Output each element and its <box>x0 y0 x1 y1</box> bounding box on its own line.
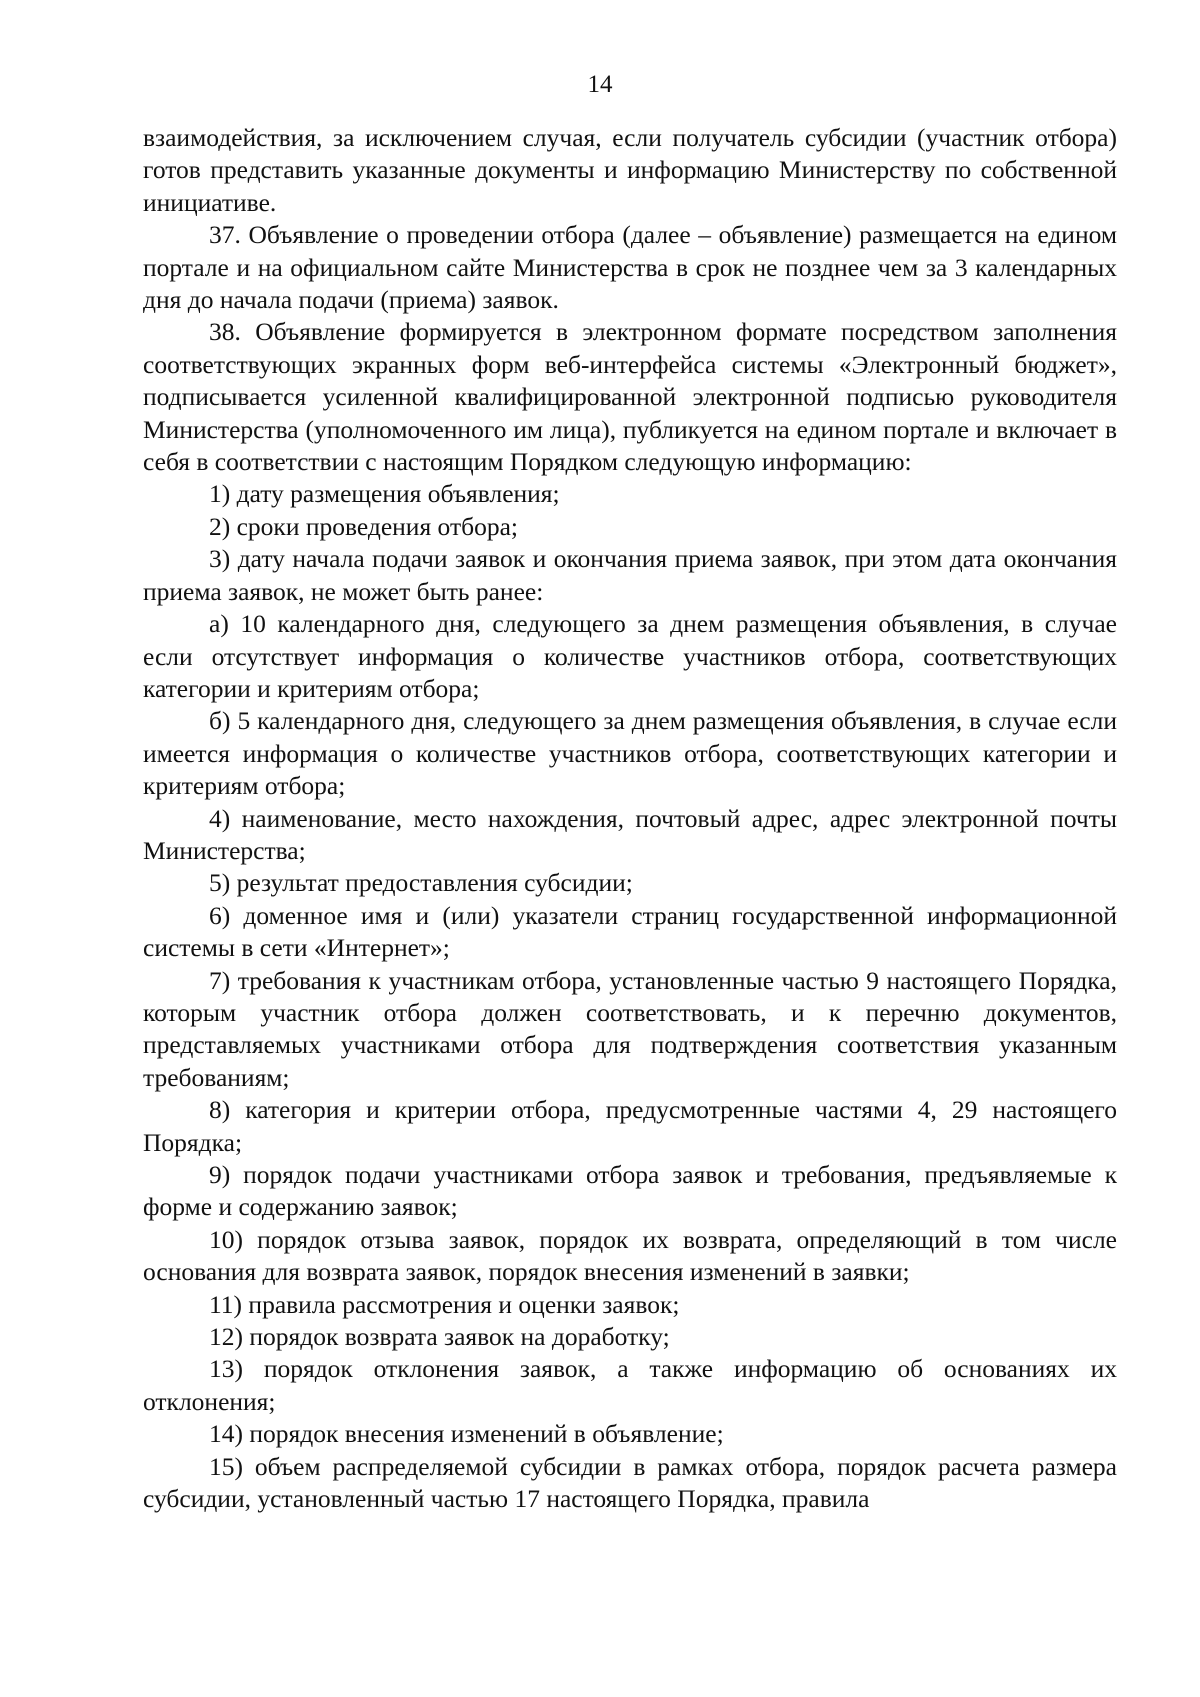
list-item-11: 11) правила рассмотрения и оценки заявок; <box>209 1289 680 1319</box>
list-item-12: 12) порядок возврата заявок на доработку; <box>209 1322 670 1352</box>
list-item-5: 5) результат предоставления субсидии; <box>209 868 633 898</box>
paragraph-continuation: взаимодействия, за исключением случая, если получатель субсидии (участник отбора) готов представить указанные документы и информацию Министерству по собственной инициативе. <box>143 123 1117 217</box>
list-item-2: 2) сроки проведения отбора; <box>209 511 518 541</box>
list-item-3b: б) 5 календарного дня, следующего за днем размещения объявления, в случае если имеется информация о количестве участников отбора, соответствующих категории и критериям отбора; <box>143 706 1117 801</box>
list-item-1: 1) дату размещения объявления; <box>209 479 560 509</box>
list-item-4: 4) наименование, место нахождения, почтовый адрес, адрес электронной почты Министерства; <box>143 803 1117 865</box>
list-item-3a: а) 10 календарного дня, следующего за днем размещения объявления, в случае если отсутствует информация о количестве участников отбора, соответствующих категории и критериям отбора; <box>143 609 1117 703</box>
list-item-3: 3) дату начала подачи заявок и окончания приема заявок, при этом дата окончания приема заявок, не может быть ранее: <box>143 544 1117 606</box>
list-item-15: 15) объем распределяемой субсидии в рамках отбора, порядок расчета размера субсидии, установленный частью 17 настоящего Порядка, правила <box>143 1451 1117 1514</box>
list-item-9: 9) порядок подачи участниками отбора заявок и требования, предъявляемые к форме и содержанию заявок; <box>143 1160 1117 1222</box>
list-item-7: 7) требования к участникам отбора, установленные частью 9 настоящего Порядка, которым участник отбора должен соответствовать, и к перечню документов, представляемых участниками отбора для подтверждения соответствия указанным требованиям; <box>143 965 1117 1092</box>
list-item-10: 10) порядок отзыва заявок, порядок их возврата, определяющий в том числе основания для возврата заявок, порядок внесения изменений в заявки; <box>143 1224 1117 1287</box>
list-item-8: 8) категория и критерии отбора, предусмотренные частями 4, 29 настоящего Порядка; <box>143 1095 1117 1157</box>
page-number: 14 <box>587 71 613 98</box>
list-item-6: 6) доменное имя и (или) указатели страниц государственной информационной системы в сети «Интернет»; <box>143 900 1117 963</box>
document-body <box>143 122 1117 1515</box>
paragraph-38: 38. Объявление формируется в электронном формате посредством заполнения соответствующих экранных форм веб-интерфейса системы «Электронный бюджет», подписывается усиленной квалифицированной электронной подписью руководителя Министерства (уполномоченного им лица), публикуется на едином портале и включает в себя в соответствии с настоящим Порядком следующую информацию: <box>143 317 1117 477</box>
paragraph-37: 37. Объявление о проведении отбора (далее – объявление) размещается на едином портале и на официальном сайте Министерства в срок не позднее чем за 3 календарных дня до начала подачи (приема) заявок. <box>143 220 1117 315</box>
list-item-13: 13) порядок отклонения заявок, а также информацию об основаниях их отклонения; <box>143 1354 1117 1416</box>
list-item-14: 14) порядок внесения изменений в объявление; <box>209 1419 724 1449</box>
